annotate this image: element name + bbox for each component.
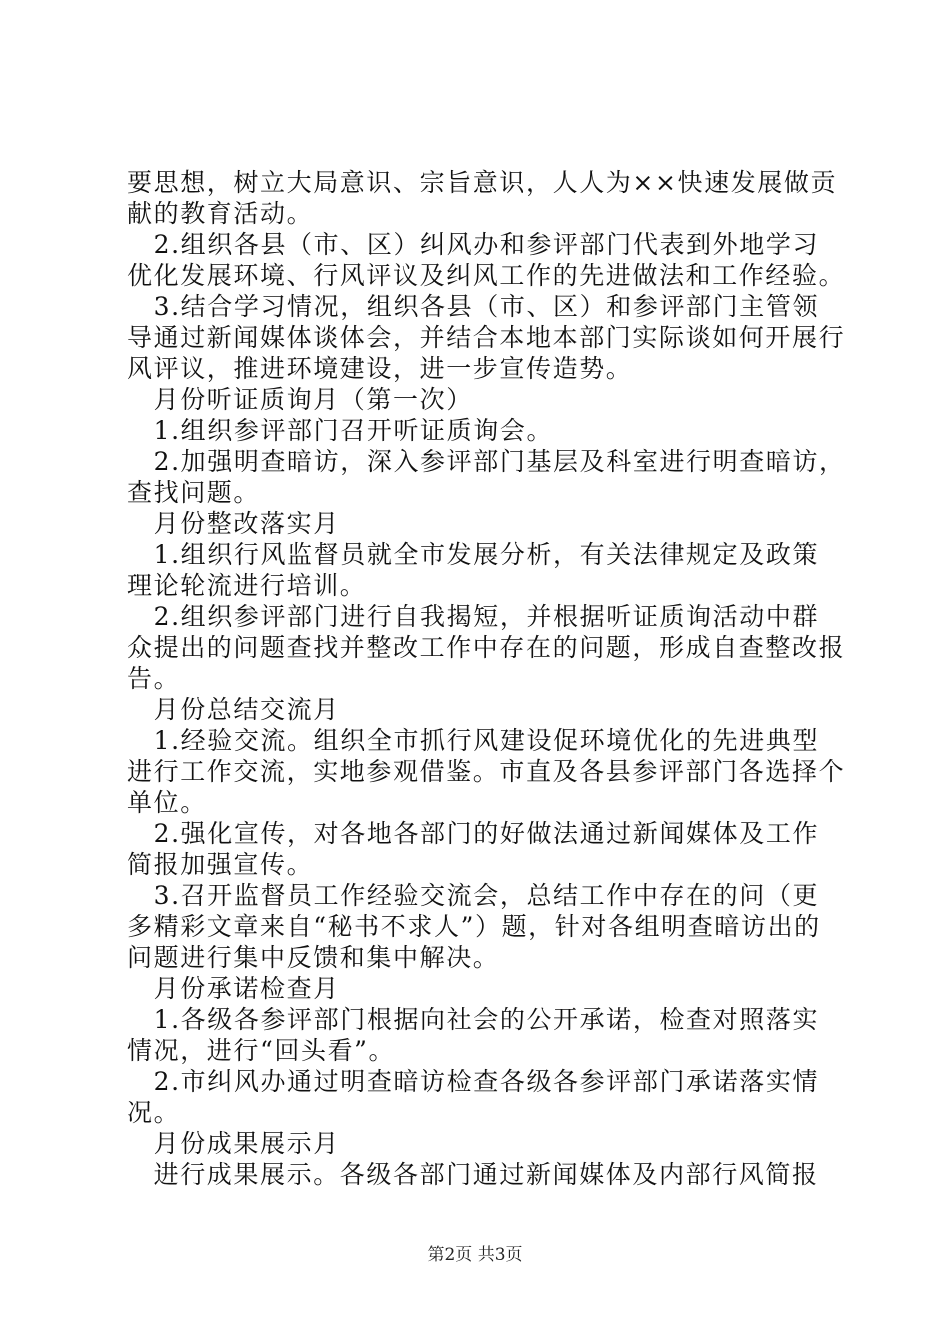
page-footer: 第2页 共3页 (427, 1245, 523, 1265)
text-line: 进行成果展示。各级各部门通过新闻媒体及内部行风简报 (127, 1160, 819, 1189)
text-line: 简报加强宣传。 (127, 850, 314, 879)
text-line: 告。 (127, 664, 181, 693)
text-line: 风评议，推进环境建设，进一步宣传造势。 (127, 354, 633, 383)
text-line: 献的教育活动。 (127, 199, 314, 228)
text-line: 2.组织参评部门进行自我揭短，并根据听证质询活动中群 (127, 602, 820, 631)
text-line: 单位。 (127, 788, 207, 817)
text-line: 优化发展环境、行风评议及纠风工作的先进做法和工作经验。 (127, 261, 846, 290)
text-line: 1.经验交流。组织全市抓行风建设促环境优化的先进典型 (127, 726, 820, 755)
text-line: 众提出的问题查找并整改工作中存在的问题，形成自查整改报 (127, 633, 846, 662)
text-line: 3.召开监督员工作经验交流会，总结工作中存在的问（更 (127, 881, 820, 910)
text-line: 2.加强明查暗访，深入参评部门基层及科室进行明查暗访， (127, 447, 846, 476)
text-line: 要思想，树立大局意识、宗旨意识，人人为××快速发展做贡 (127, 168, 838, 197)
text-line: 1.各级各参评部门根据向社会的公开承诺，检查对照落实 (127, 1005, 820, 1034)
text-line: 问题进行集中反馈和集中解决。 (127, 943, 500, 972)
text-line: 多精彩文章来自“秘书不求人”）题，针对各组明查暗访出的 (127, 912, 821, 941)
section-heading: 月份承诺检查月 (127, 974, 340, 1003)
section-heading: 月份总结交流月 (127, 695, 340, 724)
text-line: 3.结合学习情况，组织各县（市、区）和参评部门主管领 (127, 292, 820, 321)
text-line: 2.强化宣传，对各地各部门的好做法通过新闻媒体及工作 (127, 819, 820, 848)
text-line: 2.市纠风办通过明查暗访检查各级各参评部门承诺落实情 (127, 1067, 820, 1096)
text-line: 进行工作交流，实地参观借鉴。市直及各县参评部门各选择个 (127, 757, 846, 786)
text-line: 情况，进行“回头看”。 (127, 1036, 396, 1065)
text-line: 2.组织各县（市、区）纠风办和参评部门代表到外地学习 (127, 230, 820, 259)
text-line: 导通过新闻媒体谈体会，并结合本地本部门实际谈如何开展行 (127, 323, 846, 352)
text-line: 1.组织参评部门召开听证质询会。 (127, 416, 554, 445)
section-heading: 月份听证质询月（第一次） (127, 385, 473, 414)
section-heading: 月份整改落实月 (127, 509, 340, 538)
text-line: 查找问题。 (127, 478, 261, 507)
text-line: 1.组织行风监督员就全市发展分析，有关法律规定及政策 (127, 540, 820, 569)
text-line: 理论轮流进行培训。 (127, 571, 367, 600)
text-line: 况。 (127, 1098, 181, 1127)
section-heading: 月份成果展示月 (127, 1129, 340, 1158)
